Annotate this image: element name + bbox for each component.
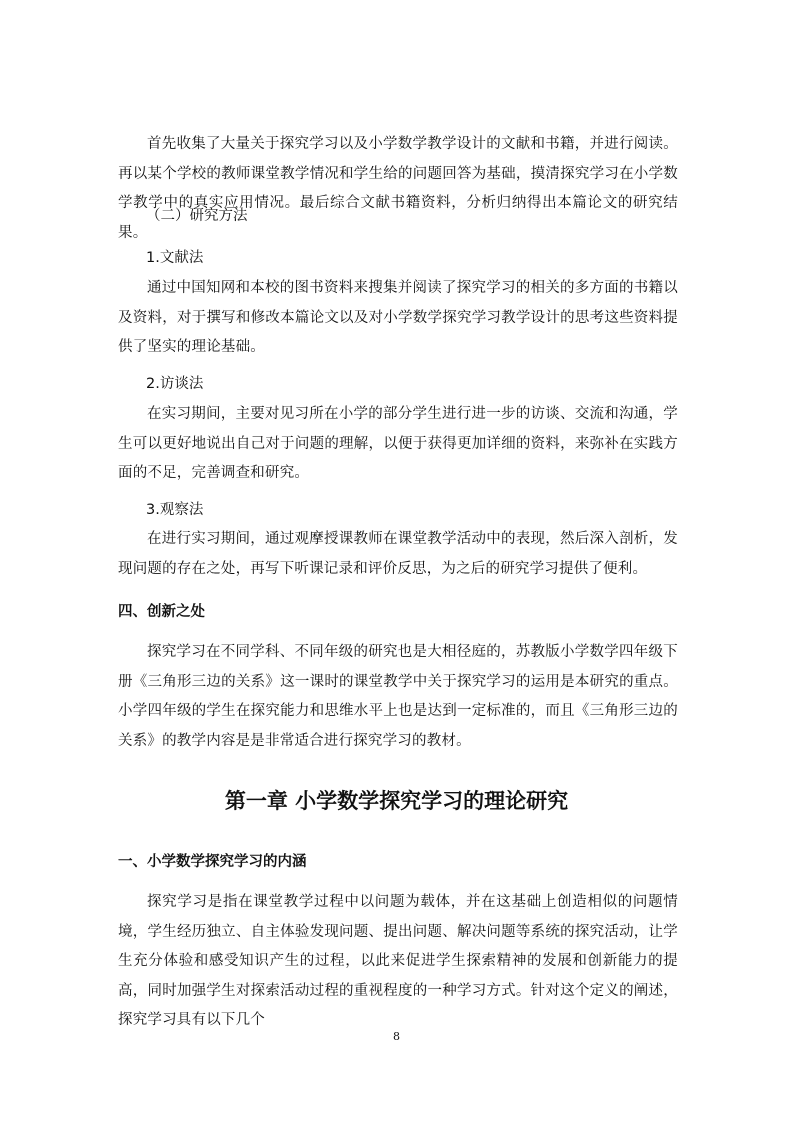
section-heading-innovation: 四、创新之处 — [118, 604, 205, 620]
section-heading-connotation: 一、小学数学探究学习的内涵 — [118, 854, 307, 870]
method1-paragraph: 通过中国知网和本校的图书资料来搜集并阅读了探究学习的相关的多方面的书籍以及资料，对于撰写和修改本篇论文以及对小学数学探究学习教学设计的思考这些资料提供了坚实的理论基础。 — [118, 280, 678, 355]
method3-paragraph: 在进行实习期间，通过观摩授课教师在课堂教学活动中的表现，然后深入剖析，发现问题的存在之处，再写下听课记录和评价反思，为之后的研究学习提供了便利。 — [118, 531, 678, 577]
chapter-title: 第一章 小学数学探究学习的理论研究 — [224, 789, 569, 813]
method2-title: 2.访谈法 — [146, 376, 204, 392]
innovation-paragraph: 探究学习在不同学科、不同年级的研究也是大相径庭的，苏教版小学数学四年级下册《三角形三边的关系》这一课时的课堂教学中关于探究学习的运用是本研究的重点。小学四年级的学生在探究能力和思维水平上也是达到一定标准的，而且《三角形三边的关系》的教学内容是是非常适合进行探究学习的教材。 — [118, 644, 678, 749]
method2-paragraph: 在实习期间，主要对见习所在小学的部分学生进行进一步的访谈、交流和沟通，学生可以更好地说出自己对于问题的理解，以便于获得更加详细的资料，来弥补在实践方面的不足，完善调查和研究。 — [118, 406, 678, 481]
connotation-paragraph: 探究学习是指在课堂教学过程中以问题为载体，并在这基础上创造相似的问题情境，学生经历独立、自主体验发现问题、提出问题、解决问题等系统的探究活动，让学生充分体验和感受知识产生的过程，以此来促进学生探索精神的发展和创新能力的提高，同时加强学生对探索活动过程的重视程度的一种学习方式。针对这个定义的阐述，探究学习具有以下几个 — [118, 894, 678, 1028]
method3-title: 3.观察法 — [146, 502, 204, 518]
method1-title: 1.文献法 — [146, 250, 204, 266]
section-heading-methods: （二）研究方法 — [146, 208, 248, 224]
intro-paragraph: 首先收集了大量关于探究学习以及小学数学教学设计的文献和书籍，并进行阅读。再以某个学校的教师课堂教学情况和学生给的问题回答为基础，摸清探究学习在小学数学教学中的真实应用情况。最后综合文献书籍资料，分析归纳得出本篇论文的研究结果。 — [118, 136, 678, 241]
page-number: 8 — [393, 1030, 400, 1043]
